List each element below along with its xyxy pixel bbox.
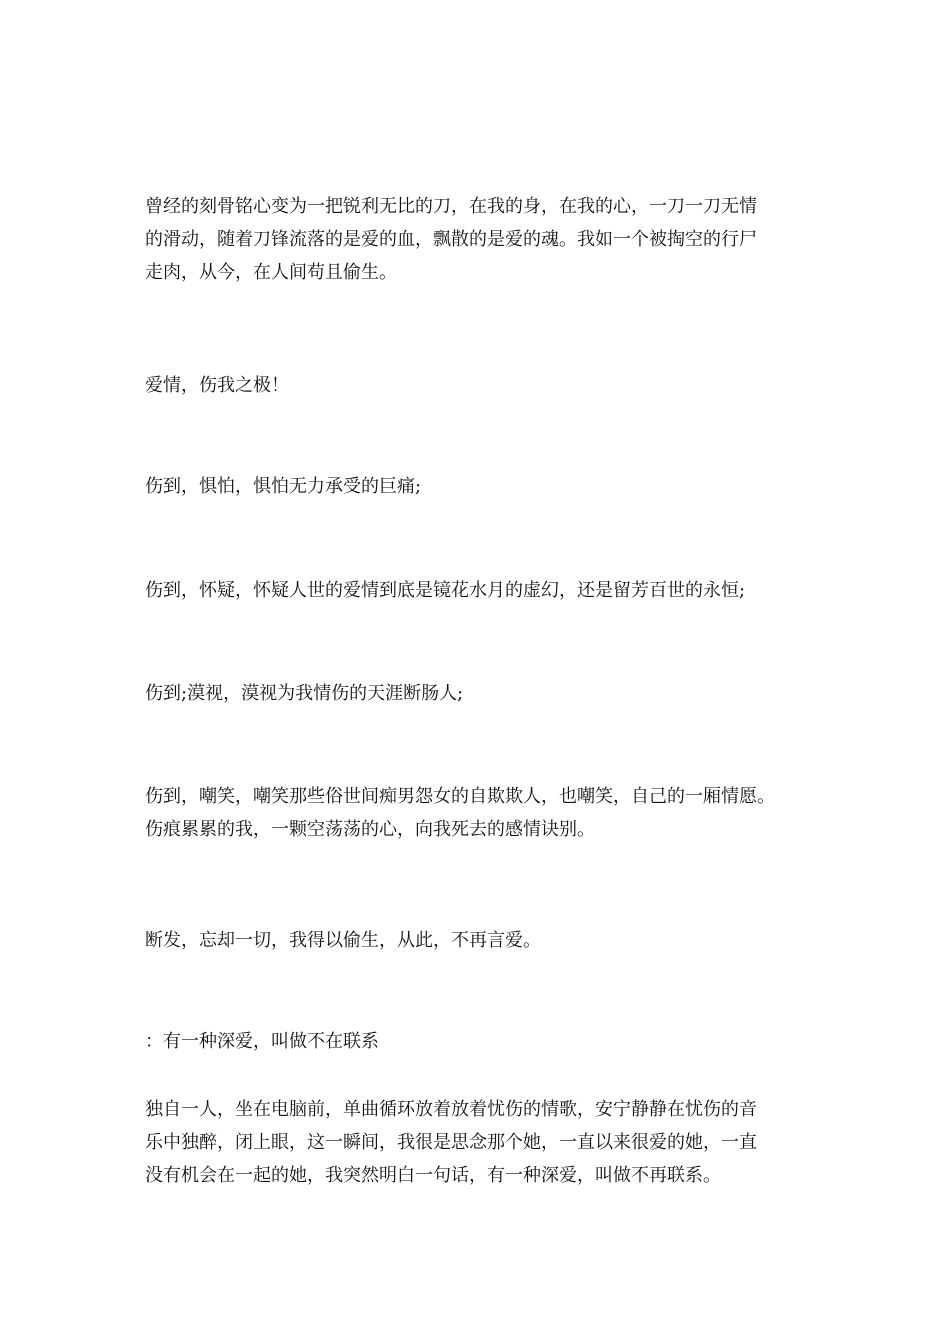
paragraph-line: 曾经的刻骨铭心变为一把锐利无比的刀，在我的身，在我的心，一刀一刀无情 bbox=[145, 196, 757, 217]
paragraph-line: 爱情，伤我之极！ bbox=[145, 375, 289, 396]
paragraph-line: 伤痕累累的我，一颗空荡荡的心，向我死去的感情诀别。 bbox=[145, 819, 595, 840]
paragraph-5 bbox=[145, 677, 825, 710]
section-heading bbox=[145, 1025, 825, 1058]
paragraph-line: 没有机会在一起的她，我突然明白一句话，有一种深爱，叫做不再联系。 bbox=[145, 1165, 721, 1186]
paragraph-line: 乐中独醉，闭上眼，这一瞬间，我很是思念那个她，一直以来很爱的她，一直 bbox=[145, 1132, 757, 1153]
paragraph-line: 伤到，嘲笑，嘲笑那些俗世间痴男怨女的自欺欺人，也嘲笑，自己的一厢情愿。 bbox=[145, 786, 775, 807]
paragraph-1 bbox=[145, 190, 825, 289]
paragraph-line: 伤到;漠视，漠视为我情伤的天涯断肠人; bbox=[145, 683, 464, 704]
paragraph-line: 断发，忘却一切，我得以偷生，从此，不再言爱。 bbox=[145, 930, 541, 951]
paragraph-line: 走肉，从今，在人间苟且偷生。 bbox=[145, 262, 397, 283]
paragraph-7 bbox=[145, 924, 825, 957]
paragraph-2 bbox=[145, 369, 825, 402]
paragraph-line: 的滑动，随着刀锋流落的是爱的血，飘散的是爱的魂。我如一个被掏空的行尸 bbox=[145, 229, 757, 250]
paragraph-line: 伤到，惧怕，惧怕无力承受的巨痛; bbox=[145, 476, 422, 497]
paragraph-6 bbox=[145, 780, 825, 846]
paragraph-9 bbox=[145, 1093, 825, 1192]
paragraph-line: 伤到，怀疑，怀疑人世的爱情到底是镜花水月的虚幻，还是留芳百世的永恒; bbox=[145, 580, 746, 601]
paragraph-line: 独自一人，坐在电脑前，单曲循环放着放着忧伤的情歌，安宁静静在忧伤的音 bbox=[145, 1099, 757, 1120]
paragraph-4 bbox=[145, 574, 825, 607]
paragraph-line: ：有一种深爱，叫做不在联系 bbox=[145, 1031, 379, 1052]
paragraph-3 bbox=[145, 470, 825, 503]
